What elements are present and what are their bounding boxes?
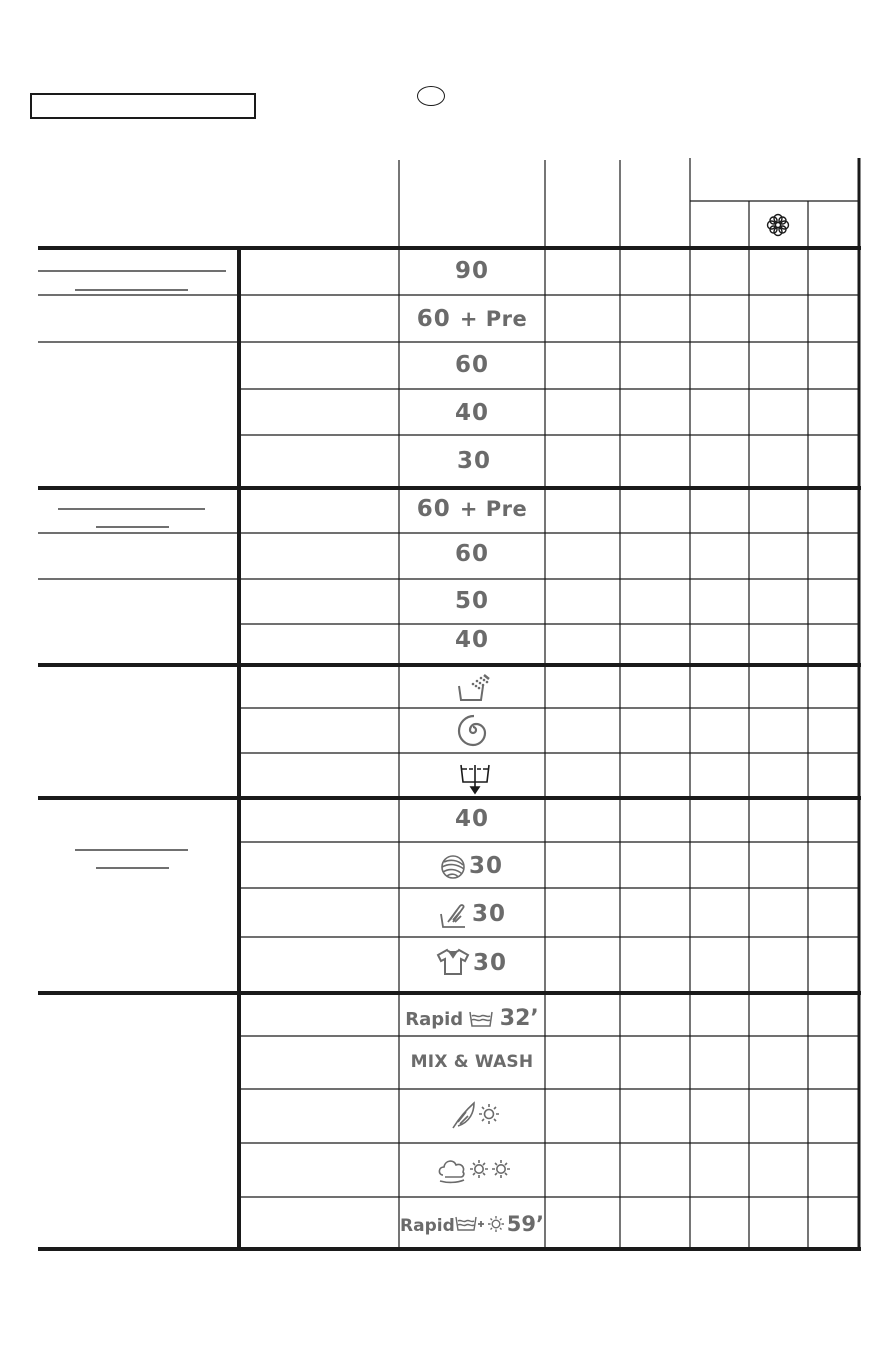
programme-temp-30-handwash: 30: [472, 901, 507, 927]
programme-temp-60: 60: [454, 352, 489, 378]
spin-spiral-icon: [456, 713, 490, 747]
wash-tub-icon: [469, 1010, 493, 1028]
programme-temp-60-synthetic: 60: [454, 541, 489, 567]
programme-temp-40-wool: 40: [454, 806, 489, 832]
programme-temp-50: 50: [454, 588, 489, 614]
handwash-icon: [438, 900, 470, 930]
programme-temp-30-shirt: 30: [473, 950, 508, 976]
programme-temp-60-pre: 60 + Pre: [416, 306, 528, 332]
shirt-icon: [436, 948, 470, 976]
programme-temp-30-wool: 30: [469, 853, 504, 879]
programme-temp-30: 30: [456, 448, 491, 474]
programme-rapid-32: Rapid 32’: [405, 1006, 539, 1031]
flower-icon: [766, 213, 790, 237]
programme-temp-60-pre-synthetic: 60 + Pre: [416, 496, 528, 522]
drain-icon: [458, 760, 492, 796]
feather-sun-icon: [450, 1100, 502, 1130]
programme-temp-40-synthetic: 40: [454, 627, 489, 653]
programme-mix-and-wash: MIX & WASH: [410, 1052, 534, 1072]
programme-rapid-dry-59: Rapid 59’: [400, 1212, 544, 1236]
wash-plus-sun-icon: [455, 1214, 507, 1234]
wool-icon: [438, 854, 468, 880]
cloud-double-sun-icon: [437, 1155, 515, 1185]
rinse-shower-icon: [456, 672, 492, 704]
programme-temp-90: 90: [454, 258, 489, 284]
programme-temp-40: 40: [454, 400, 489, 426]
